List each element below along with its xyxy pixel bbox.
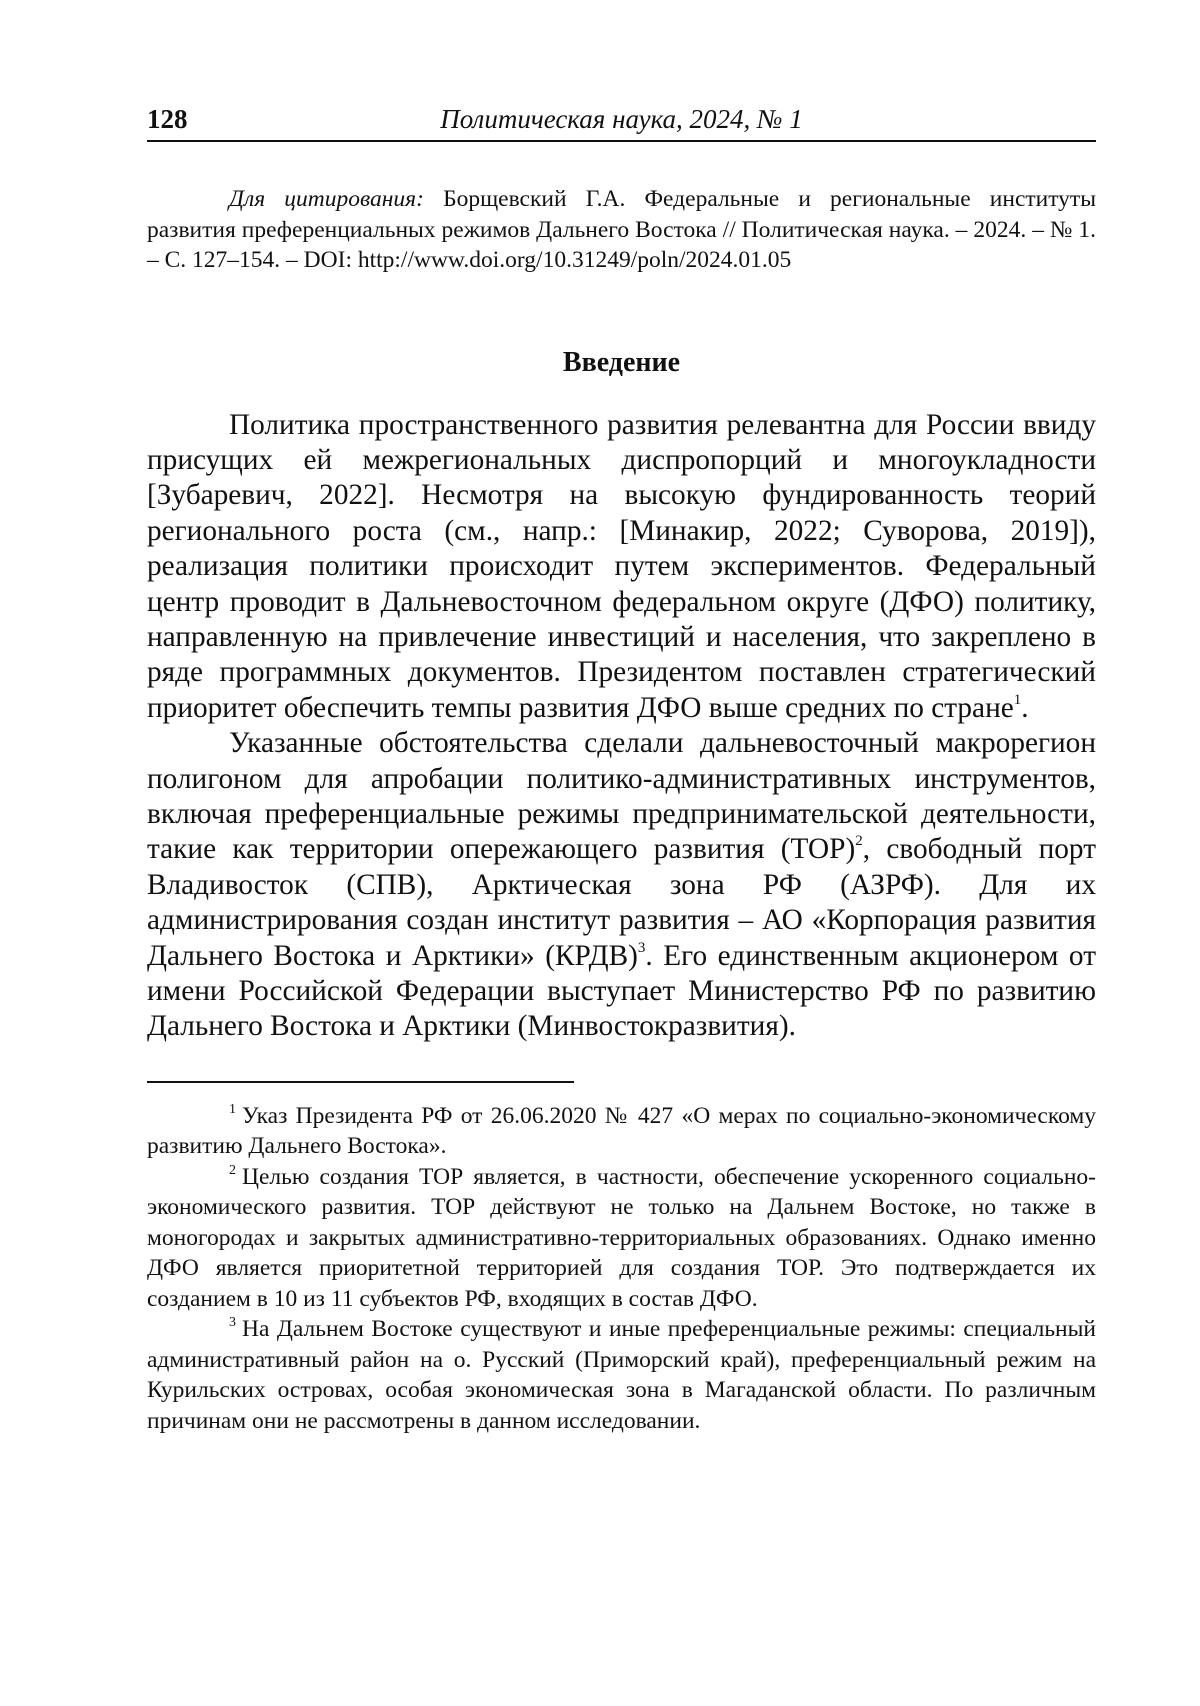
paragraph-text: . xyxy=(1021,692,1028,724)
paragraph xyxy=(147,726,1096,1045)
paragraph-text: . Его единственным акционером от имени Российской Федерации выступает Министерство РФ по развитию Дальнего Востока и Арктики (Минвостокразвития). xyxy=(147,940,1096,1043)
footnote xyxy=(147,1101,1096,1162)
article-body xyxy=(147,408,1096,1045)
citation-label: Для цитирования: xyxy=(229,186,424,212)
journal-title: Политическая наука, 2024, № 1 xyxy=(147,104,1096,135)
footnote-mark: 3 xyxy=(229,1315,236,1330)
paragraph xyxy=(147,408,1096,727)
footnote-mark: 1 xyxy=(229,1102,236,1117)
section-heading: Введение xyxy=(147,346,1096,380)
footnote-ref[interactable]: 3 xyxy=(638,940,646,956)
footnote-text: Целью создания ТОР является, в частности, обеспечение ускоренного социально-экономического развития. ТОР действуют не только на Дальнем Востоке, но также в моногородах и закрытых административно-территориальных образованиях. Однако именно ДФО является приоритетной территорией для создания ТОР. Это подтверждается их созданием в 10 из 11 субъектов РФ, входящих в состав ДФО. xyxy=(147,1164,1096,1312)
running-header xyxy=(147,104,1096,142)
footnote-text: На Дальнем Востоке существуют и иные преференциальные режимы: специальный административный район на о. Русский (Приморский край), преференциальный режим на Курильских островах, особая экономическая зона в Магаданской области. По различным причинам они не рассмотрены в данном исследовании. xyxy=(147,1316,1096,1434)
citation-text: Борщевский Г.А. Федеральные и региональные институты развития преференциальных режимов Дальнего Востока // Политическая наука. – 2024. – № 1. – С. 127–154. – DOI: http://www.doi.org/10.31249/poln/2024.01.05 xyxy=(147,186,1096,273)
footnotes xyxy=(147,1101,1096,1437)
footnote-mark: 2 xyxy=(229,1163,236,1178)
footnote-ref[interactable]: 1 xyxy=(1014,692,1022,708)
paragraph-text: Указанные обстоятельства сделали дальневосточный макрорегион полигоном для апробации политико-административных инструментов, включая преференциальные режимы предпринимательской деятельности, такие как территории опережающего развития (ТОР) xyxy=(147,727,1096,865)
citation-block xyxy=(147,184,1096,276)
paragraph-text: Политика пространственного развития релевантна для России ввиду присущих ей межрегиональных диспропорций и многоукладности [Зубаревич, 2022]. Несмотря на высокую фундированность теорий регионального роста (см., напр.: [Минакир, 2022; Суворова, 2019]), реализация политики происходит путем экспериментов. Федеральный центр проводит в Дальневосточном федеральном округе (ДФО) политику, направленную на привлечение инвестиций и населения, что закреплено в ряде программных документов. Президентом поставлен стратегический приоритет обеспечить темпы развития ДФО выше средних по стране xyxy=(147,409,1096,724)
footnote xyxy=(147,1314,1096,1436)
footnote xyxy=(147,1162,1096,1315)
footnote-ref[interactable]: 2 xyxy=(855,833,863,849)
footnote-separator xyxy=(147,1081,574,1083)
footnote-text: Указ Президента РФ от 26.06.2020 № 427 «О мерах по социально-экономическому развитию Дальнего Востока». xyxy=(147,1103,1096,1160)
page-number: 128 xyxy=(147,104,188,135)
journal-page xyxy=(147,104,1096,1436)
paragraph-text: , свободный порт Владивосток (СПВ), Арктическая зона РФ (АЗРФ). Для их администрирования создан институт развития – АО «Корпорация развития Дальнего Востока и Арктики» (КРДВ) xyxy=(147,833,1096,971)
